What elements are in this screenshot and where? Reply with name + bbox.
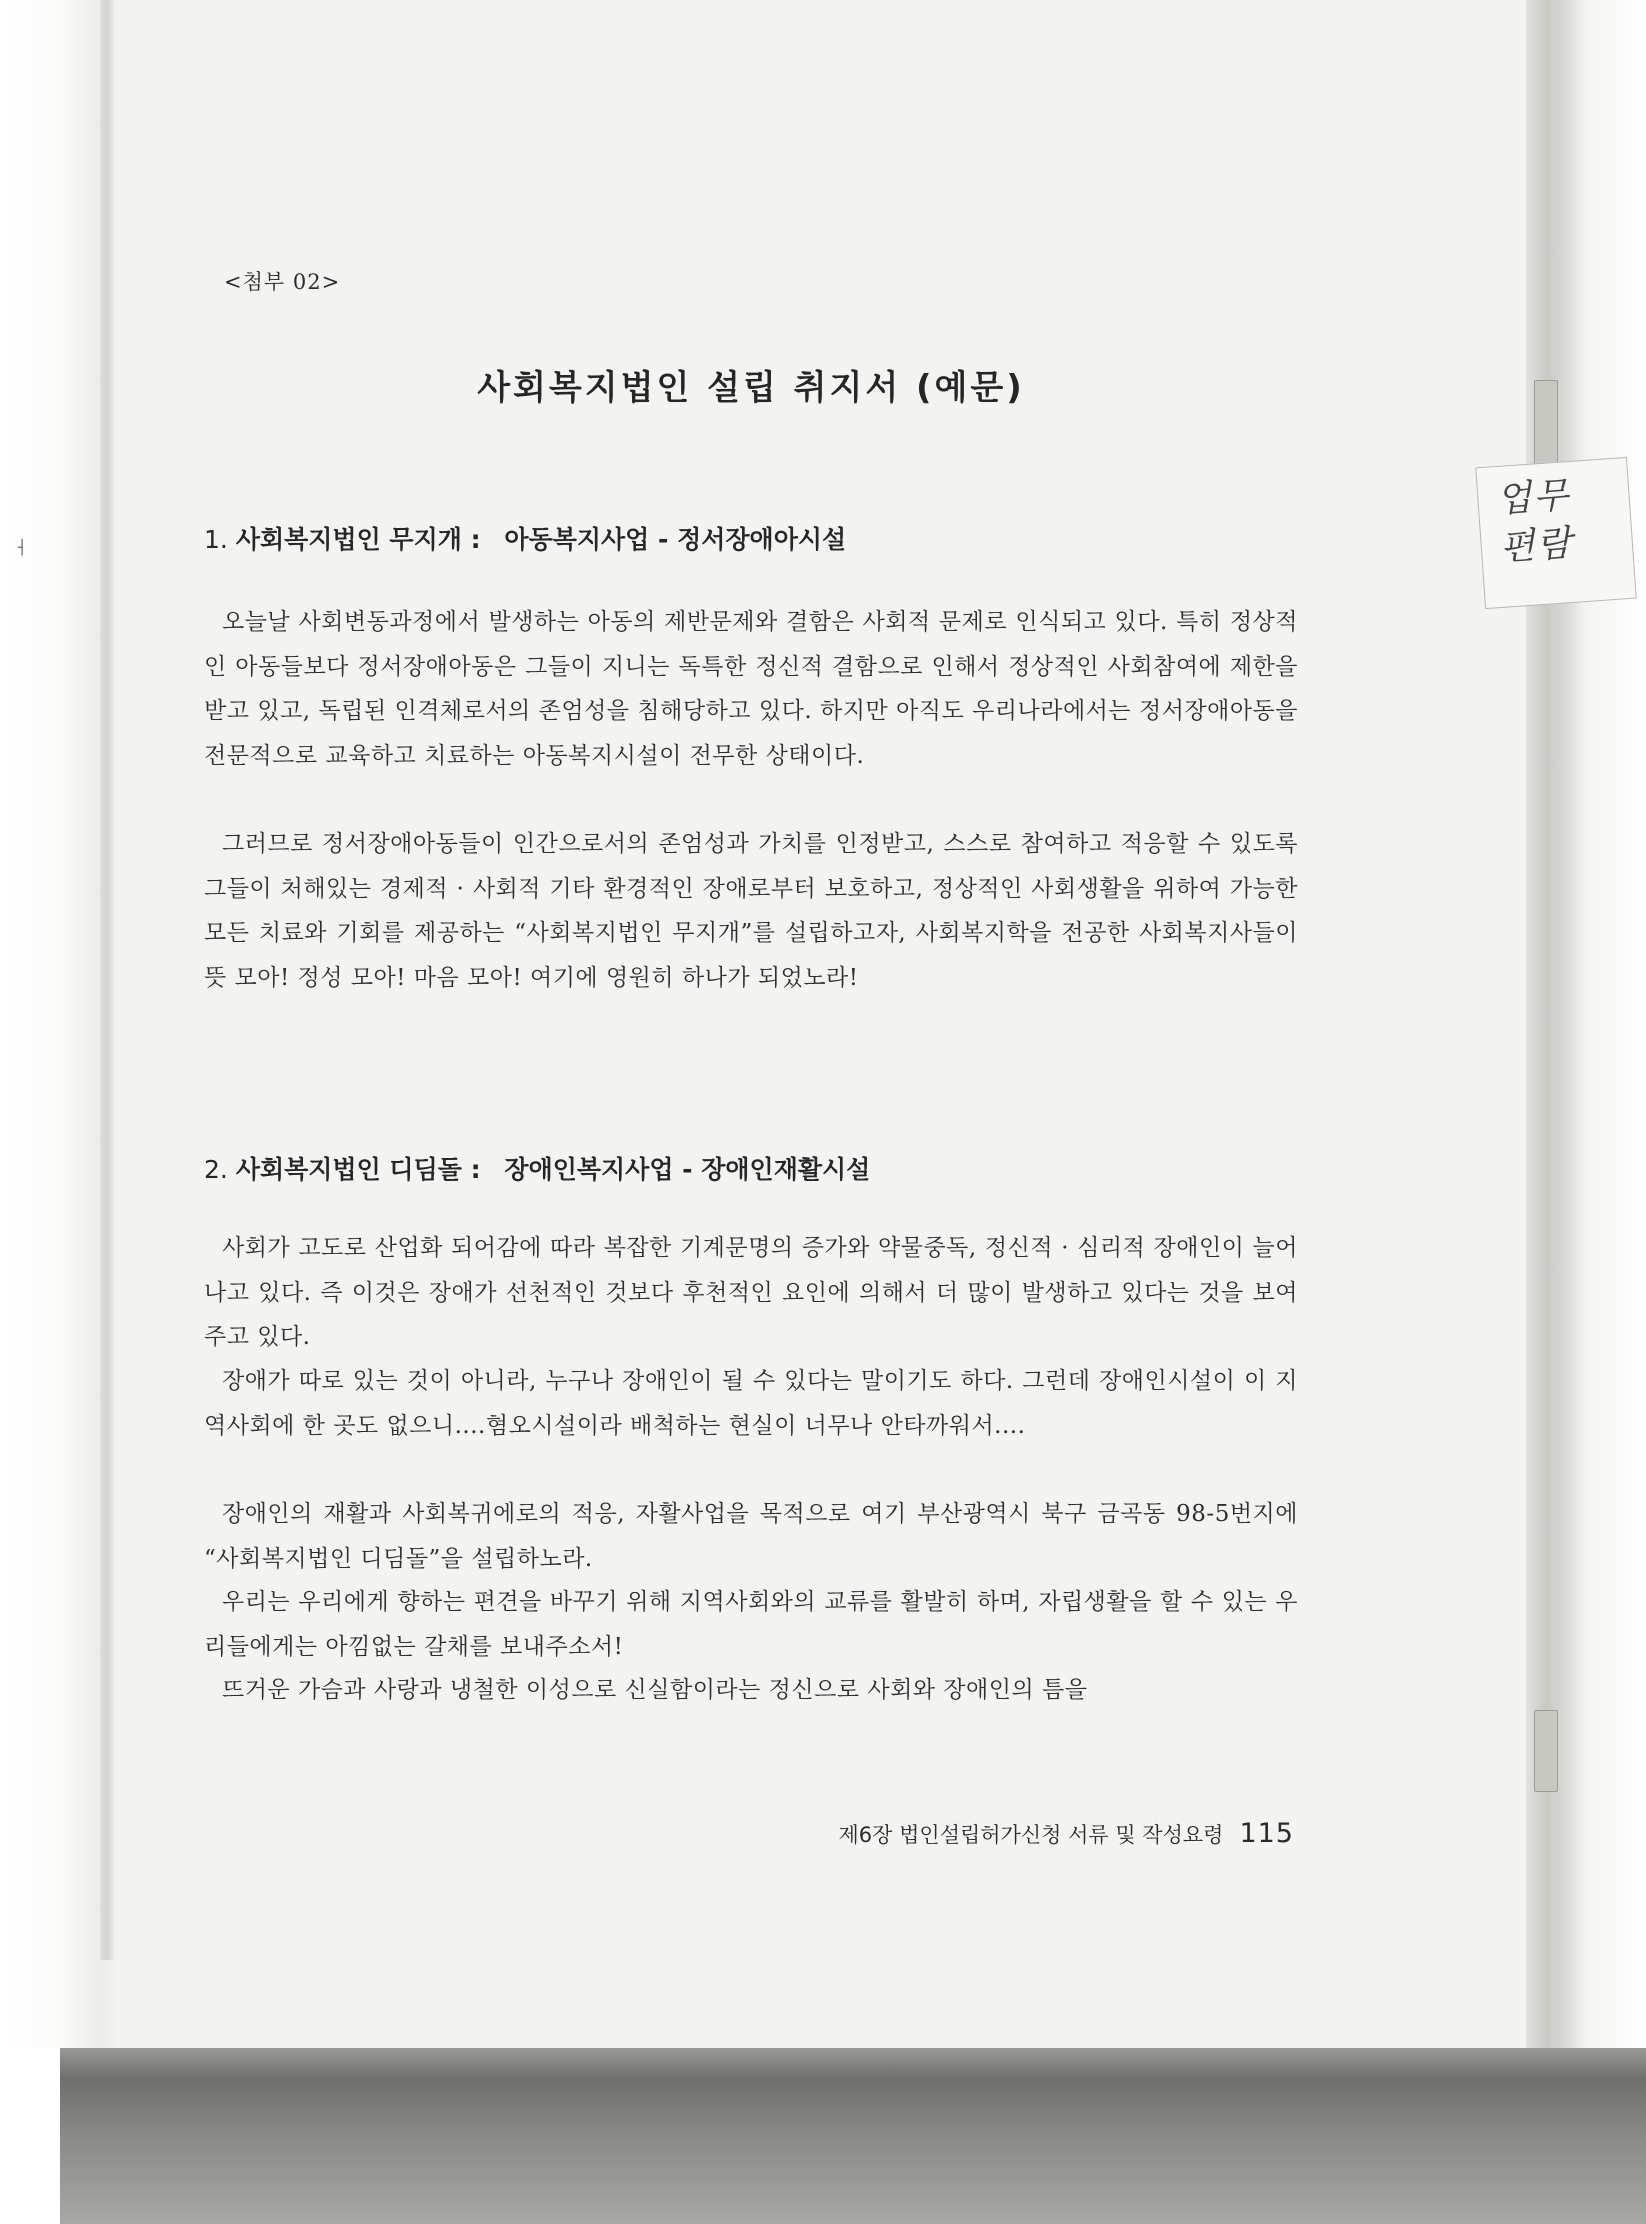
section-heading-2: [204, 1150, 870, 1186]
document-title: 사회복지법인 설립 취지서 (예문): [477, 368, 1025, 408]
page-number: 115: [1239, 1818, 1294, 1849]
section-2-paragraph-3: 장애인의 재활과 사회복귀에로의 적응, 자활사업을 목적으로 여기 부산광역시 북구 금곡동 98-5번지에 “사회복지법인 디딤돌”을 설립하노라.: [204, 1501, 1298, 1572]
section-2-paragraph-1: 사회가 고도로 산업화 되어감에 따라 복잡한 기계문명의 증가와 약물중독, 정신적 · 심리적 장애인이 늘어나고 있다. 즉 이것은 장애가 선천적인 것보다 후천적인 요인에 의해서 더 많이 발생하고 있다는 것을 보여주고 있다.: [204, 1235, 1298, 1350]
chapter-caption: 제6장 법인설립허가신청 서류 및 작성요령: [838, 1823, 1224, 1847]
edge-mark: ┤: [18, 540, 27, 556]
handwritten-note: 업무 편람: [1495, 474, 1575, 569]
page-binding-shadow: [100, 0, 114, 1960]
section-2-paragraph-2: 장애가 따로 있는 것이 아니라, 누구나 장애인이 될 수 있다는 말이기도 하다. 그런데 장애인시설이 이 지역사회에 한 곳도 없으니....혐오시설이라 배척하는 현실이 너무나 안타까워서....: [204, 1368, 1298, 1439]
section-2-paragraph-5: 뜨거운 가슴과 사랑과 냉철한 이성으로 신실함이라는 정신으로 사회와 장애인의 틈을: [222, 1677, 1088, 1703]
attachment-label: <첨부 02>: [224, 270, 341, 294]
handwritten-sticker: [1475, 457, 1637, 609]
section-heading-bold: 사회복지법인 무지개 :: [235, 525, 481, 554]
section-number: 1.: [204, 525, 228, 554]
section-heading-subtitle: 장애인복지사업 - 장애인재활시설: [504, 1155, 871, 1184]
section-heading-subtitle: 아동복지사업 - 정서장애아시설: [504, 525, 847, 554]
section-heading-1: [204, 520, 846, 556]
page-footer: [839, 1818, 1294, 1849]
scan-bottom-shadow: [60, 2048, 1646, 2224]
section-number: 2.: [204, 1155, 228, 1184]
scan-bottom-corner: [0, 2048, 60, 2224]
section-heading-bold: 사회복지법인 디딤돌 :: [235, 1155, 481, 1184]
scan-right-margin: [1526, 0, 1646, 2224]
section-1-paragraph-1: 오늘날 사회변동과정에서 발생하는 아동의 제반문제와 결함은 사회적 문제로 인식되고 있다. 특히 정상적인 아동들보다 정서장애아동은 그들이 지니는 독특한 정신적 결함으로 인해서 정상적인 사회참여에 제한을 받고 있고, 독립된 인격체로서의 존엄성을 침해당하고 있다. 하지만 아직도 우리나라에서는 정서장애아동을 전문적으로 교육하고 치료하는 아동복지시설이 전무한 상태이다.: [204, 609, 1298, 769]
section-1-paragraph-2: 그러므로 정서장애아동들이 인간으로서의 존엄성과 가치를 인정받고, 스스로 참여하고 적응할 수 있도록 그들이 처해있는 경제적 · 사회적 기타 환경적인 장애로부터 보호하고, 정상적인 사회생활을 위하여 가능한 모든 치료와 기회를 제공하는 “사회복지법인 무지개”를 설립하고자, 사회복지학을 전공한 사회복지사들이 뜻 모아! 정성 모아! 마음 모아! 여기에 영원히 하나가 되었노라!: [204, 831, 1298, 991]
section-2-paragraph-4: 우리는 우리에게 향하는 편견을 바꾸기 위해 지역사회와의 교류를 활발히 하며, 자립생활을 할 수 있는 우리들에게는 아낌없는 갈채를 보내주소서!: [204, 1589, 1298, 1660]
index-tab: [1534, 380, 1558, 472]
index-tab: [1534, 1710, 1558, 1792]
document-page: [204, 0, 1298, 2040]
